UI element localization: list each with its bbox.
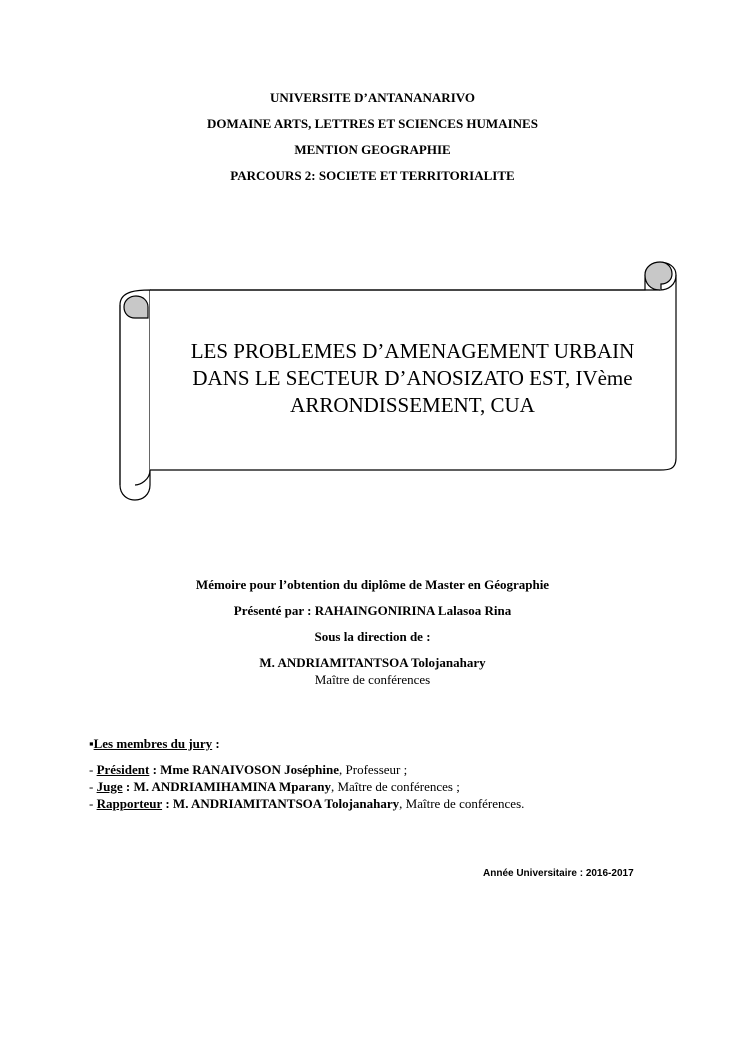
jury-member-name: M. ANDRIAMIHAMINA Mparany [133, 779, 331, 794]
jury-member [89, 762, 407, 778]
jury-member-role: Président [96, 762, 150, 777]
jury-member-sep: : [122, 779, 134, 794]
jury-member [89, 779, 460, 795]
presented-by [0, 603, 745, 619]
direction-label: Sous la direction de : [314, 629, 431, 644]
bullet-icon: ▪ [89, 736, 94, 751]
jury-member-rest: , Professeur ; [339, 762, 408, 777]
memoire-purpose: Mémoire pour l’obtention du diplôme de Master en Géographie [195, 577, 550, 592]
jury-member-rest: , Maître de conférences ; [330, 779, 460, 794]
domain-name: DOMAINE ARTS, LETTRES ET SCIENCES HUMAINES [207, 116, 538, 131]
jury-heading [89, 736, 220, 752]
jury-heading-label: Les membres du jury [93, 736, 213, 751]
jury-member-role: Juge [96, 779, 123, 794]
jury-heading-suffix: : [212, 736, 220, 751]
jury-member [89, 796, 524, 812]
author-name: RAHAINGONIRINA Lalasoa Rina [314, 603, 512, 618]
academic-year: Année Universitaire : 2016-2017 [483, 868, 634, 879]
mention-name: MENTION GEOGRAPHIE [294, 142, 451, 157]
jury-member-rest: , Maître de conférences. [399, 796, 525, 811]
jury-member-name: Mme RANAIVOSON Joséphine [160, 762, 340, 777]
jury-member-role: Rapporteur [96, 796, 163, 811]
jury-member-sep: : [149, 762, 161, 777]
title-line-3: ARRONDISSEMENT, CUA [290, 393, 535, 417]
presented-label: Présenté par : [233, 603, 315, 618]
director-title: Maître de conférences [314, 672, 431, 687]
title-line-2: DANS LE SECTEUR D’ANOSIZATO EST, IVème [192, 366, 633, 390]
jury-member-prefix: - [89, 762, 97, 777]
jury-member-prefix: - [89, 796, 97, 811]
director-name: M. ANDRIAMITANTSOA Tolojanahary [259, 655, 486, 670]
jury-member-name: M. ANDRIAMITANTSOA Tolojanahary [172, 796, 400, 811]
jury-member-prefix: - [89, 779, 97, 794]
parcours-name: PARCOURS 2: SOCIETE ET TERRITORIALITE [230, 168, 515, 183]
title-line-1: LES PROBLEMES D’AMENAGEMENT URBAIN [190, 339, 635, 363]
university-name: UNIVERSITE D’ANTANANARIVO [270, 90, 475, 105]
thesis-title [150, 338, 675, 419]
jury-member-sep: : [162, 796, 173, 811]
